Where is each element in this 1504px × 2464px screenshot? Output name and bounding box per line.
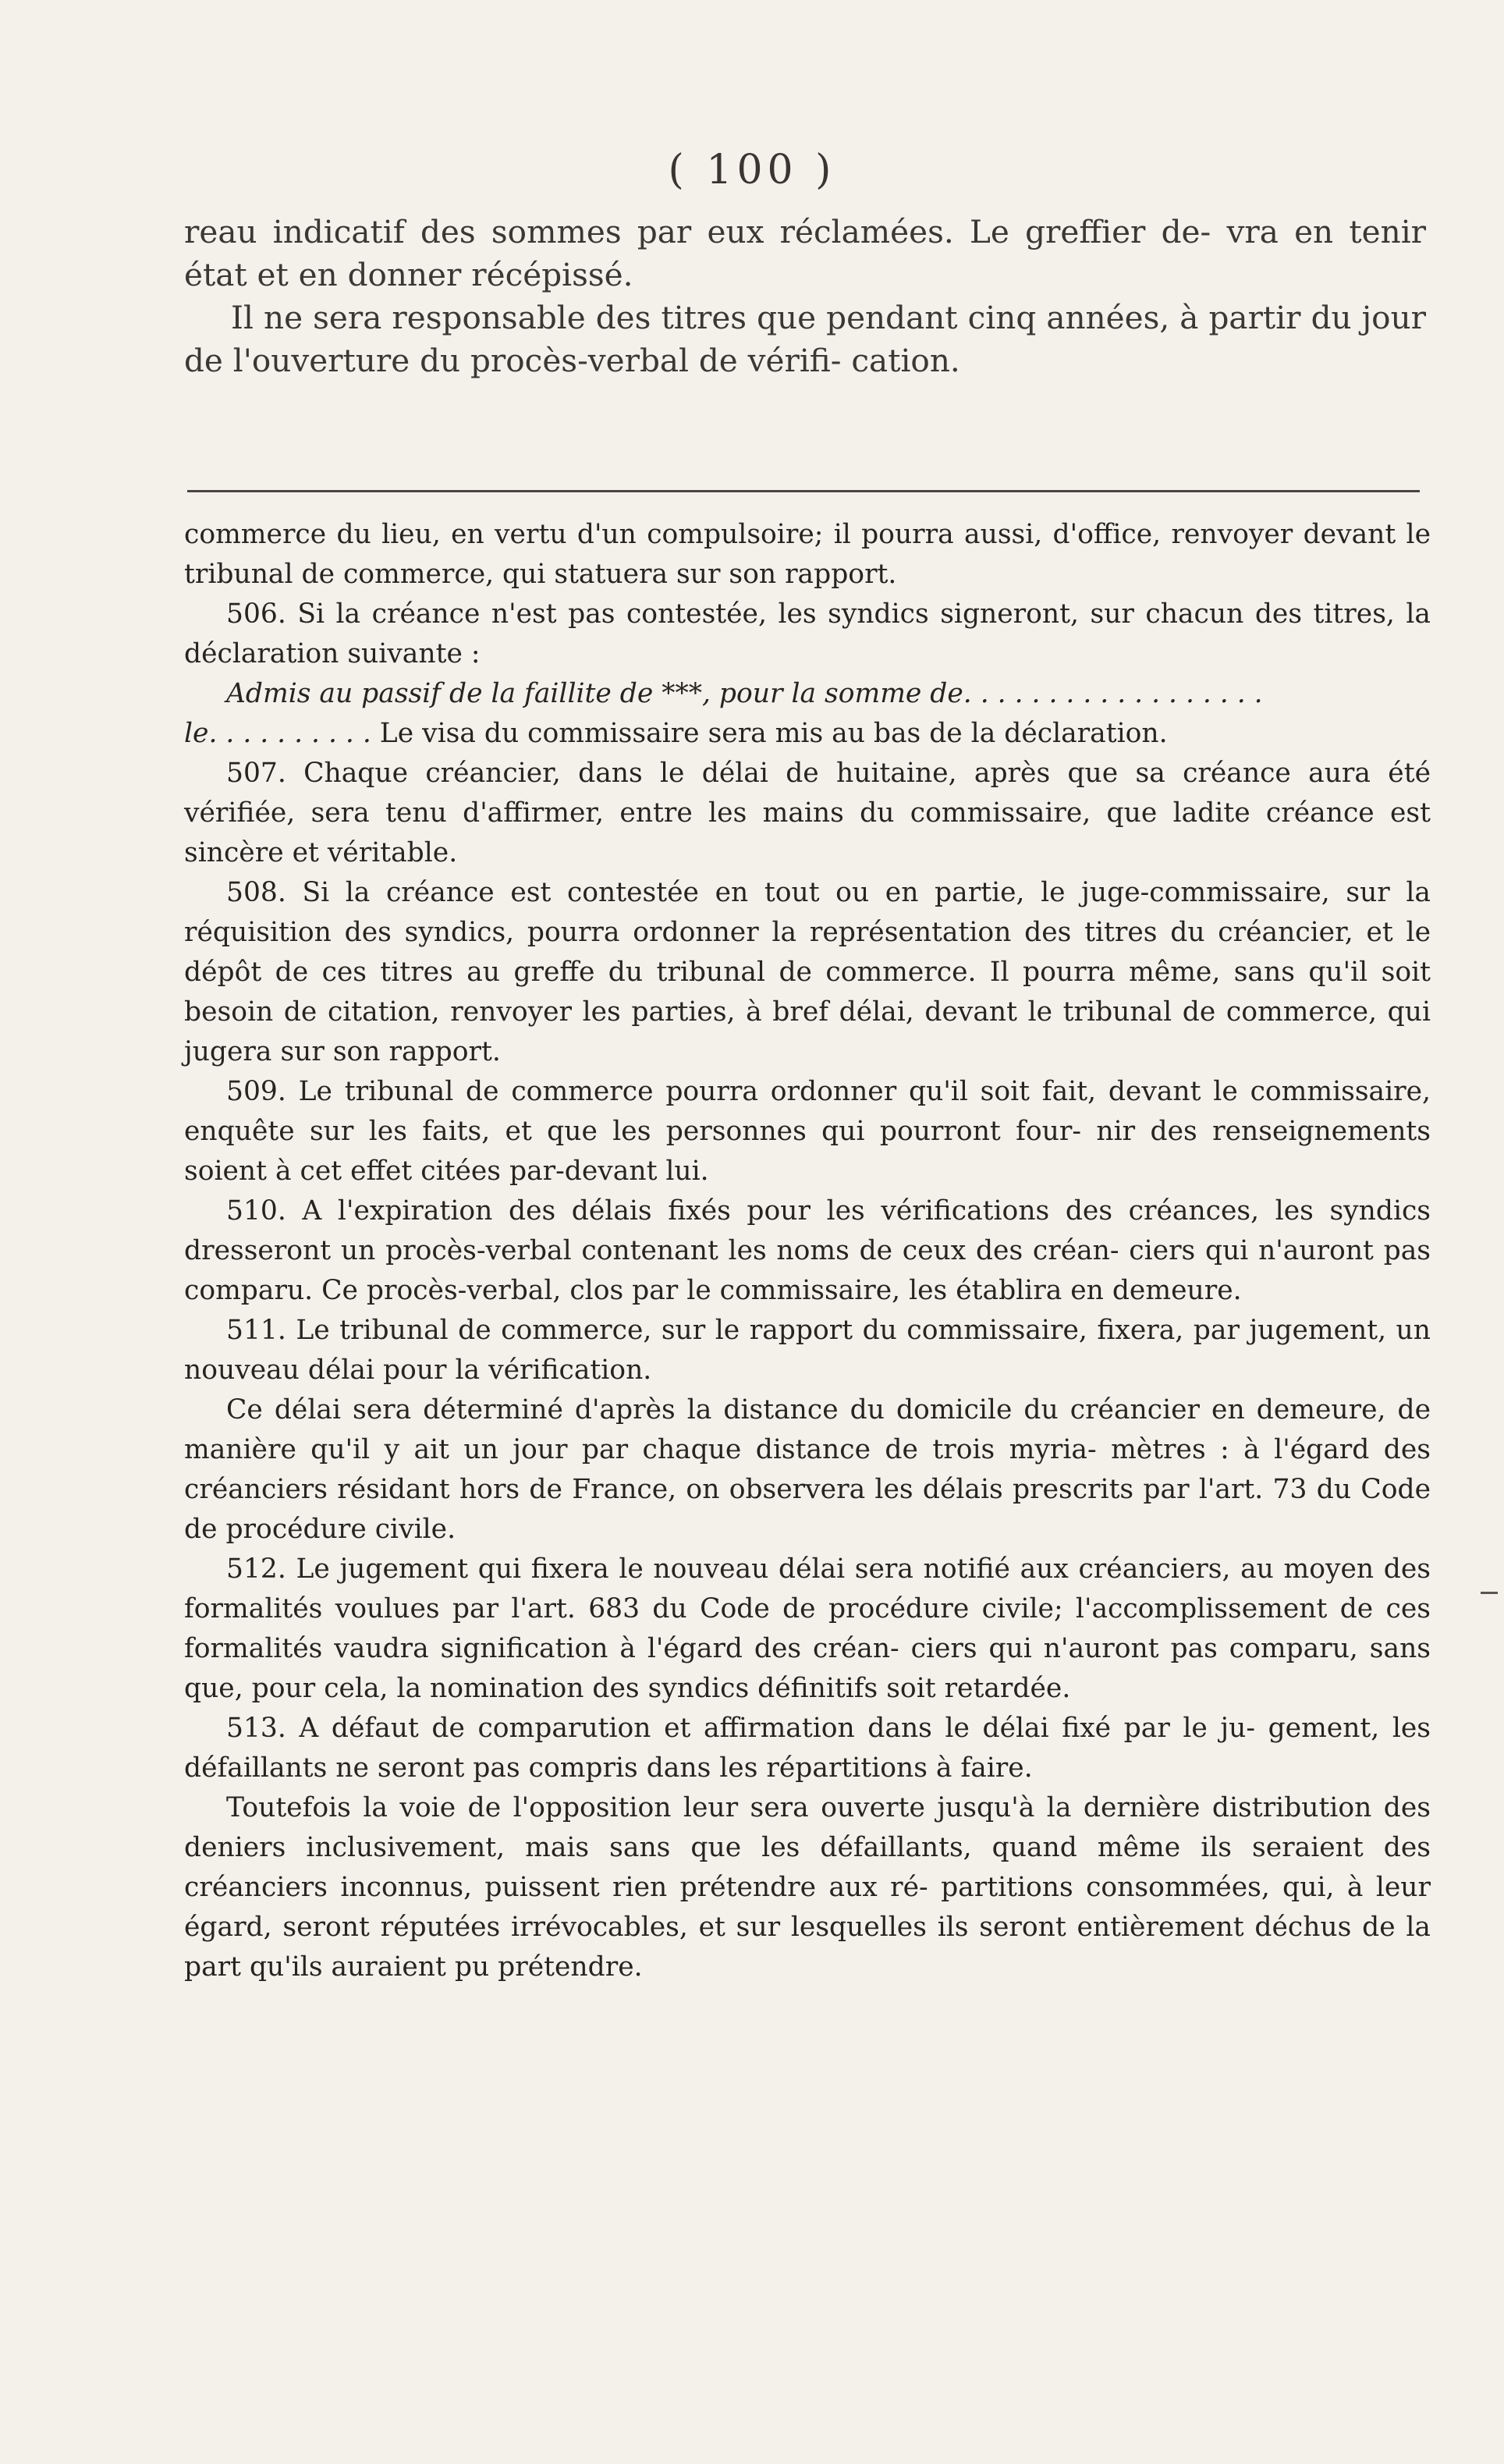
text-line: reau indicatif des sommes par eux réclamées. Le greffier de- vra en tenir état et en donner récépissé. xyxy=(184,213,1427,293)
text-line: Il ne sera responsable des titres que pendant cinq années, à partir du jour de l'ouverture du procès-verbal de vérifi- cation. xyxy=(184,299,1427,379)
article-507: 507. Chaque créancier, dans le délai de huitaine, après que sa créance aura été vérifiée, sera tenu d'affirmer, entre les mains du commissaire, que ladite créance est sincère et véritable. xyxy=(184,758,1431,868)
article-512: 512. Le jugement qui fixera le nouveau délai sera notifié aux créanciers, au moyen des formalités voulues par l'art. 683 du Code de procédure civile; l'accomplissement de ces formalités vaudra signification à l'égard des créan- ciers qui n'auront pas comparu, sans que, pour cela, la nomination des syndics définitifs soit retardée. xyxy=(184,1553,1431,1704)
declaration-formula-end: le. . . . . . . . . . Le visa du commissaire sera mis au bas de la déclaration. xyxy=(184,718,1168,749)
horizontal-rule xyxy=(187,490,1420,492)
article-511-continued: Ce délai sera déterminé d'après la distance du domicile du créancier en demeure, de manière qu'il y ait un jour par chaque distance de trois myria- mètres : à l'égard des créanciers résidant hors de France, on observera les délais prescrits par l'art. 73 du Code de procédure civile. xyxy=(184,1394,1431,1545)
page-number: ( 100 ) xyxy=(668,147,836,193)
article-510: 510. A l'expiration des délais fixés pour les vérifications des créances, les syndics dresseront un procès-verbal contenant les noms de ceux des créan- ciers qui n'auront pas comparu. Ce procès-verbal, clos par le commissaire, les établira en demeure. xyxy=(184,1195,1431,1306)
article-508: 508. Si la créance est contestée en tout ou en partie, le juge-commissaire, sur la réquisition des syndics, pourra ordonner la représentation des titres du créancier, et le dépôt de ces titres au greffe du tribunal de commerce. Il pourra même, sans qu'il soit besoin de citation, renvoyer les parties, à bref délai, devant le tribunal de commerce, qui jugera sur son rapport. xyxy=(184,877,1431,1067)
article-513: 513. A défaut de comparution et affirmation dans le délai fixé par le ju- gement, les défaillants ne seront pas compris dans les répartitions à faire. xyxy=(184,1713,1431,1784)
article-511: 511. Le tribunal de commerce, sur le rapport du commissaire, fixera, par jugement, un nouveau délai pour la vérification. xyxy=(184,1315,1431,1386)
article-509: 509. Le tribunal de commerce pourra ordonner qu'il soit fait, devant le commissaire, enquête sur les faits, et que les personnes qui pourront four- nir des renseignements soient à cet effet citées par-devant lui. xyxy=(184,1076,1431,1187)
lower-text-block xyxy=(184,515,1431,1987)
declaration-formula: Admis au passif de la faillite de ***, pour la somme de. . . . . . . . . . . . . . . . . . xyxy=(226,678,1263,709)
paragraph-continuation: commerce du lieu, en vertu d'un compulsoire; il pourra aussi, d'office, renvoyer devant le tribunal de commerce, qui statuera sur son rapport. xyxy=(184,519,1431,590)
article-513-continued: Toutefois la voie de l'opposition leur sera ouverte jusqu'à la dernière distribution des deniers inclusivement, mais sans que les défaillants, quand même ils seraient des créanciers inconnus, puissent rien prétendre aux ré- partitions consommées, qui, à leur égard, seront réputées irrévocables, et sur lesquelles ils seront entièrement déchus de la part qu'ils auraient pu prétendre. xyxy=(184,1792,1431,1983)
margin-mark xyxy=(1481,1592,1498,1594)
article-506: 506. Si la créance n'est pas contestée, les syndics signeront, sur chacun des titres, la déclaration suivante : xyxy=(184,598,1431,669)
upper-text-block xyxy=(184,211,1426,382)
